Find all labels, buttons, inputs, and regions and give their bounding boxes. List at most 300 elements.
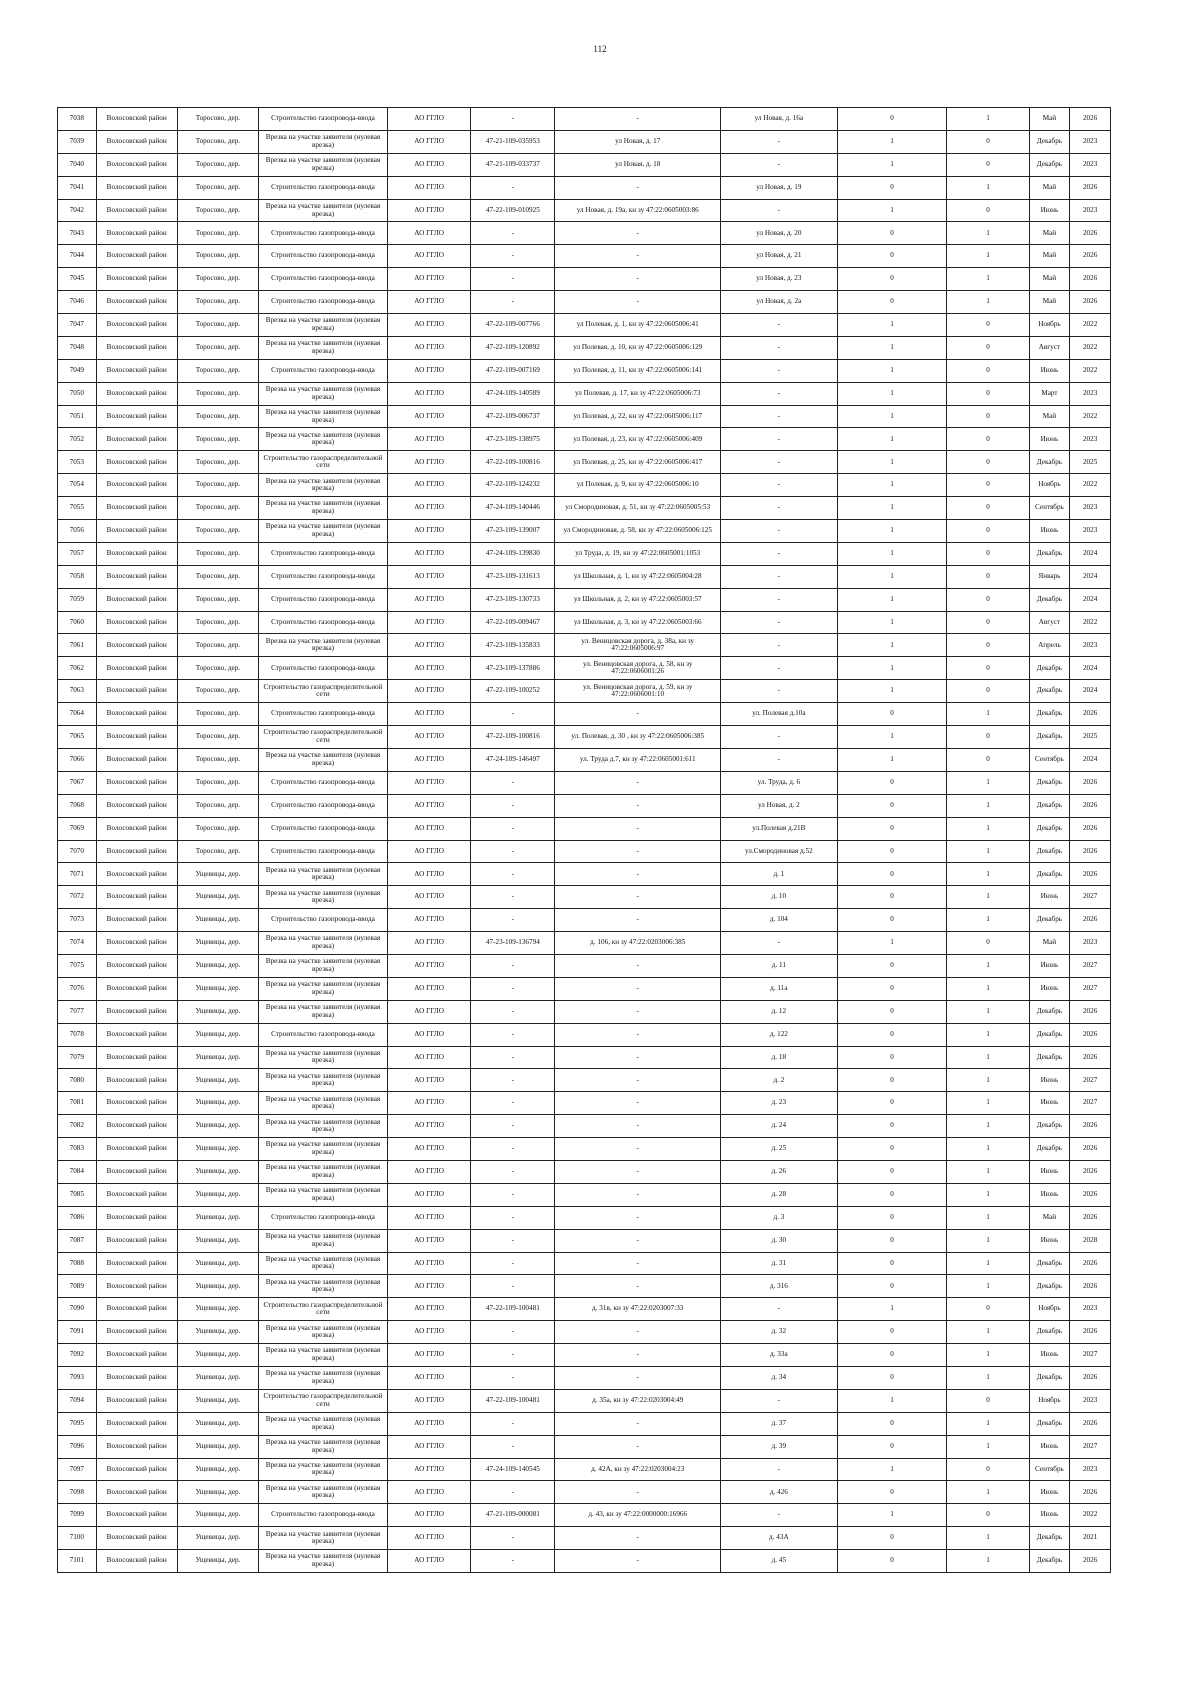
cell-month: Май <box>1029 405 1070 428</box>
cell-organization: АО ГГЛО <box>387 314 470 337</box>
table-row <box>58 817 1111 840</box>
cell-application-number: - <box>471 1321 555 1344</box>
cell-organization: АО ГГЛО <box>387 405 470 428</box>
cell-row-number: 7082 <box>58 1115 97 1138</box>
cell-work-type: Строительство газопровода-ввода <box>259 222 388 245</box>
cell-applicant-address: ул Полевая, д. 25, кн зу 47:22:0605006:417 <box>555 451 721 474</box>
cell-applicant-address: - <box>555 1252 721 1275</box>
cell-district: Волосовский район <box>96 359 177 382</box>
cell-organization: АО ГГЛО <box>387 542 470 565</box>
cell-count-applicant: 0 <box>837 1023 947 1046</box>
cell-district: Волосовский район <box>96 977 177 1000</box>
cell-year: 2026 <box>1070 1160 1111 1183</box>
cell-applicant-address: д. 35а, кн зу 47:22:0203004:49 <box>555 1389 721 1412</box>
cell-row-number: 7096 <box>58 1435 97 1458</box>
cell-month: Май <box>1029 268 1070 291</box>
cell-count-applicant: 0 <box>837 794 947 817</box>
cell-planned-address: д. 11а <box>720 977 837 1000</box>
cell-work-type: Строительство газопровода-ввода <box>259 703 388 726</box>
cell-district: Волосовский район <box>96 1550 177 1573</box>
cell-settlement: Ущевицы, дер. <box>177 1435 258 1458</box>
cell-applicant-address: ул Школьная, д. 1, кн зу 47:22:0605004:28 <box>555 565 721 588</box>
cell-application-number: 47-21-109-035953 <box>471 130 555 153</box>
cell-district: Волосовский район <box>96 863 177 886</box>
cell-count-applicant: 0 <box>837 1412 947 1435</box>
cell-planned-address: ул Новая, д. 2 <box>720 794 837 817</box>
cell-applicant-address: - <box>555 840 721 863</box>
cell-settlement: Торосово, дер. <box>177 817 258 840</box>
cell-year: 2025 <box>1070 726 1111 749</box>
cell-count-planned: 0 <box>947 199 1029 222</box>
cell-year: 2026 <box>1070 1046 1111 1069</box>
cell-count-planned: 1 <box>947 863 1029 886</box>
cell-organization: АО ГГЛО <box>387 520 470 543</box>
cell-planned-address: д. 11 <box>720 954 837 977</box>
cell-count-applicant: 0 <box>837 840 947 863</box>
cell-work-type: Врезка на участке заявителя (нулевая врезка) <box>259 1458 388 1481</box>
cell-year: 2026 <box>1070 268 1111 291</box>
cell-settlement: Торосово, дер. <box>177 771 258 794</box>
cell-settlement: Торосово, дер. <box>177 268 258 291</box>
table-row <box>58 314 1111 337</box>
cell-year: 2027 <box>1070 1344 1111 1367</box>
cell-district: Волосовский район <box>96 1092 177 1115</box>
cell-row-number: 7055 <box>58 497 97 520</box>
cell-count-applicant: 0 <box>837 222 947 245</box>
cell-year: 2027 <box>1070 1092 1111 1115</box>
table-row <box>58 1183 1111 1206</box>
cell-count-planned: 1 <box>947 794 1029 817</box>
cell-count-planned: 0 <box>947 497 1029 520</box>
table-row <box>58 1527 1111 1550</box>
cell-row-number: 7088 <box>58 1252 97 1275</box>
cell-count-planned: 1 <box>947 1023 1029 1046</box>
cell-organization: АО ГГЛО <box>387 726 470 749</box>
table-row <box>58 840 1111 863</box>
cell-planned-address: ул Новая, д. 19 <box>720 176 837 199</box>
cell-settlement: Торосово, дер. <box>177 657 258 680</box>
cell-count-applicant: 0 <box>837 108 947 131</box>
cell-row-number: 7087 <box>58 1229 97 1252</box>
cell-district: Волосовский район <box>96 1252 177 1275</box>
cell-year: 2028 <box>1070 1229 1111 1252</box>
cell-organization: АО ГГЛО <box>387 291 470 314</box>
cell-count-applicant: 1 <box>837 451 947 474</box>
cell-month: Сентябрь <box>1029 497 1070 520</box>
cell-row-number: 7086 <box>58 1206 97 1229</box>
cell-application-number: - <box>471 863 555 886</box>
cell-count-applicant: 0 <box>837 176 947 199</box>
cell-applicant-address: - <box>555 977 721 1000</box>
cell-organization: АО ГГЛО <box>387 1115 470 1138</box>
cell-planned-address: д. 316 <box>720 1275 837 1298</box>
cell-application-number: - <box>471 977 555 1000</box>
cell-work-type: Врезка на участке заявителя (нулевая врезка) <box>259 1435 388 1458</box>
table-body <box>58 108 1111 1573</box>
cell-settlement: Торосово, дер. <box>177 428 258 451</box>
cell-count-planned: 0 <box>947 382 1029 405</box>
cell-count-applicant: 0 <box>837 771 947 794</box>
cell-application-number: - <box>471 1092 555 1115</box>
cell-organization: АО ГГЛО <box>387 1481 470 1504</box>
cell-count-applicant: 1 <box>837 634 947 657</box>
cell-planned-address: ул Новая, д. 23 <box>720 268 837 291</box>
cell-application-number: - <box>471 1481 555 1504</box>
cell-applicant-address: - <box>555 268 721 291</box>
cell-count-applicant: 1 <box>837 611 947 634</box>
cell-planned-address: д. 34 <box>720 1366 837 1389</box>
cell-organization: АО ГГЛО <box>387 1435 470 1458</box>
cell-year: 2027 <box>1070 977 1111 1000</box>
table-row <box>58 886 1111 909</box>
cell-planned-address: д. 12 <box>720 1000 837 1023</box>
cell-work-type: Врезка на участке заявителя (нулевая врезка) <box>259 1229 388 1252</box>
cell-planned-address: д. 28 <box>720 1183 837 1206</box>
cell-row-number: 7090 <box>58 1298 97 1321</box>
cell-application-number: - <box>471 176 555 199</box>
cell-planned-address: - <box>720 1504 837 1527</box>
cell-count-planned: 0 <box>947 1458 1029 1481</box>
cell-district: Волосовский район <box>96 634 177 657</box>
cell-planned-address: д. 33а <box>720 1344 837 1367</box>
cell-planned-address: ул Новая, д. 20 <box>720 222 837 245</box>
cell-planned-address: - <box>720 1458 837 1481</box>
cell-year: 2027 <box>1070 1069 1111 1092</box>
table-row <box>58 657 1111 680</box>
cell-month: Декабрь <box>1029 1550 1070 1573</box>
page-number: 112 <box>593 44 607 54</box>
cell-work-type: Строительство газопровода-ввода <box>259 291 388 314</box>
cell-settlement: Ущевицы, дер. <box>177 863 258 886</box>
cell-organization: АО ГГЛО <box>387 1298 470 1321</box>
cell-month: Декабрь <box>1029 1046 1070 1069</box>
cell-work-type: Строительство газопровода-ввода <box>259 611 388 634</box>
cell-work-type: Врезка на участке заявителя (нулевая врезка) <box>259 1481 388 1504</box>
cell-year: 2027 <box>1070 886 1111 909</box>
cell-settlement: Ущевицы, дер. <box>177 1344 258 1367</box>
cell-work-type: Строительство газопровода-ввода <box>259 794 388 817</box>
cell-year: 2022 <box>1070 336 1111 359</box>
cell-work-type: Врезка на участке заявителя (нулевая врезка) <box>259 1321 388 1344</box>
cell-month: Июнь <box>1029 1504 1070 1527</box>
cell-work-type: Врезка на участке заявителя (нулевая врезка) <box>259 1275 388 1298</box>
cell-district: Волосовский район <box>96 794 177 817</box>
cell-year: 2026 <box>1070 817 1111 840</box>
cell-applicant-address: д. 31в, кн зу 47:22:0203007:33 <box>555 1298 721 1321</box>
cell-planned-address: - <box>720 497 837 520</box>
cell-district: Волосовский район <box>96 314 177 337</box>
cell-applicant-address: ул Труда, д. 19, кн зу 47:22:0605001:1053 <box>555 542 721 565</box>
table-row <box>58 1206 1111 1229</box>
cell-applicant-address: - <box>555 1000 721 1023</box>
cell-year: 2026 <box>1070 840 1111 863</box>
cell-district: Волосовский район <box>96 565 177 588</box>
cell-year: 2022 <box>1070 405 1111 428</box>
table-row <box>58 748 1111 771</box>
table-row <box>58 405 1111 428</box>
cell-organization: АО ГГЛО <box>387 634 470 657</box>
cell-count-applicant: 0 <box>837 1435 947 1458</box>
cell-planned-address: д. 2 <box>720 1069 837 1092</box>
cell-application-number: - <box>471 1206 555 1229</box>
cell-application-number: - <box>471 1183 555 1206</box>
cell-planned-address: ул Новая, д. 2а <box>720 291 837 314</box>
cell-district: Волосовский район <box>96 932 177 955</box>
cell-month: Май <box>1029 108 1070 131</box>
cell-row-number: 7092 <box>58 1344 97 1367</box>
table-row <box>58 1275 1111 1298</box>
cell-count-planned: 0 <box>947 611 1029 634</box>
cell-work-type: Врезка на участке заявителя (нулевая врезка) <box>259 886 388 909</box>
cell-count-planned: 0 <box>947 314 1029 337</box>
cell-planned-address: - <box>720 611 837 634</box>
cell-work-type: Строительство газораспределительной сети <box>259 1298 388 1321</box>
cell-count-planned: 0 <box>947 932 1029 955</box>
cell-application-number: 47-21-109-033737 <box>471 153 555 176</box>
cell-count-applicant: 0 <box>837 1115 947 1138</box>
cell-application-number: 47-23-109-135833 <box>471 634 555 657</box>
cell-settlement: Торосово, дер. <box>177 840 258 863</box>
table-row <box>58 1550 1111 1573</box>
cell-count-planned: 1 <box>947 291 1029 314</box>
table-row <box>58 291 1111 314</box>
cell-year: 2026 <box>1070 1252 1111 1275</box>
cell-settlement: Торосово, дер. <box>177 703 258 726</box>
cell-count-applicant: 1 <box>837 314 947 337</box>
cell-row-number: 7084 <box>58 1160 97 1183</box>
cell-count-applicant: 0 <box>837 954 947 977</box>
cell-year: 2026 <box>1070 771 1111 794</box>
table-row <box>58 1115 1111 1138</box>
cell-applicant-address: - <box>555 1481 721 1504</box>
cell-row-number: 7089 <box>58 1275 97 1298</box>
cell-count-applicant: 1 <box>837 1298 947 1321</box>
table-row <box>58 268 1111 291</box>
cell-work-type: Строительство газораспределительной сети <box>259 680 388 703</box>
cell-year: 2026 <box>1070 1183 1111 1206</box>
cell-planned-address: - <box>720 451 837 474</box>
cell-year: 2022 <box>1070 611 1111 634</box>
cell-row-number: 7053 <box>58 451 97 474</box>
cell-month: Декабрь <box>1029 840 1070 863</box>
cell-district: Волосовский район <box>96 680 177 703</box>
cell-applicant-address: ул. Труда д.7, кн зу 47:22:0605001:611 <box>555 748 721 771</box>
cell-count-planned: 1 <box>947 1160 1029 1183</box>
cell-applicant-address: ул Полевая, д. 23, кн зу 47:22:0605006:409 <box>555 428 721 451</box>
cell-work-type: Врезка на участке заявителя (нулевая врезка) <box>259 954 388 977</box>
cell-application-number: 47-23-109-138975 <box>471 428 555 451</box>
cell-row-number: 7059 <box>58 588 97 611</box>
table-row <box>58 1298 1111 1321</box>
cell-row-number: 7100 <box>58 1527 97 1550</box>
cell-organization: АО ГГЛО <box>387 703 470 726</box>
cell-row-number: 7046 <box>58 291 97 314</box>
cell-year: 2026 <box>1070 703 1111 726</box>
cell-organization: АО ГГЛО <box>387 1206 470 1229</box>
cell-application-number: - <box>471 771 555 794</box>
cell-organization: АО ГГЛО <box>387 680 470 703</box>
cell-organization: АО ГГЛО <box>387 222 470 245</box>
cell-settlement: Ущевицы, дер. <box>177 977 258 1000</box>
cell-applicant-address: - <box>555 1527 721 1550</box>
cell-applicant-address: ул Новая, д. 19а, кн зу 47:22:0605003:86 <box>555 199 721 222</box>
cell-month: Май <box>1029 1206 1070 1229</box>
table-row <box>58 1344 1111 1367</box>
cell-district: Волосовский район <box>96 405 177 428</box>
cell-month: Декабрь <box>1029 1138 1070 1161</box>
cell-applicant-address: д. 42А, кн зу 47:22:0203004:23 <box>555 1458 721 1481</box>
cell-organization: АО ГГЛО <box>387 1252 470 1275</box>
cell-organization: АО ГГЛО <box>387 611 470 634</box>
cell-application-number: 47-22-109-124232 <box>471 474 555 497</box>
cell-applicant-address: - <box>555 1023 721 1046</box>
cell-settlement: Ущевицы, дер. <box>177 1275 258 1298</box>
cell-year: 2027 <box>1070 954 1111 977</box>
cell-applicant-address: - <box>555 1550 721 1573</box>
cell-work-type: Строительство газопровода-ввода <box>259 840 388 863</box>
cell-district: Волосовский район <box>96 1366 177 1389</box>
cell-district: Волосовский район <box>96 108 177 131</box>
cell-work-type: Врезка на участке заявителя (нулевая врезка) <box>259 1115 388 1138</box>
cell-year: 2025 <box>1070 451 1111 474</box>
cell-year: 2026 <box>1070 863 1111 886</box>
cell-count-planned: 0 <box>947 680 1029 703</box>
cell-application-number: - <box>471 794 555 817</box>
cell-organization: АО ГГЛО <box>387 886 470 909</box>
cell-applicant-address: ул. Полевая, д. 30 , кн зу 47:22:0605006:385 <box>555 726 721 749</box>
cell-application-number: 47-24-109-146497 <box>471 748 555 771</box>
cell-count-planned: 0 <box>947 336 1029 359</box>
cell-application-number: - <box>471 1550 555 1573</box>
table-row <box>58 359 1111 382</box>
cell-count-planned: 1 <box>947 1550 1029 1573</box>
cell-organization: АО ГГЛО <box>387 840 470 863</box>
cell-work-type: Строительство газораспределительной сети <box>259 726 388 749</box>
cell-count-planned: 1 <box>947 1183 1029 1206</box>
cell-planned-address: д. 31 <box>720 1252 837 1275</box>
cell-application-number: - <box>471 1366 555 1389</box>
cell-month: Июнь <box>1029 1160 1070 1183</box>
cell-planned-address: д. 18 <box>720 1046 837 1069</box>
cell-count-planned: 1 <box>947 1344 1029 1367</box>
table-row <box>58 245 1111 268</box>
cell-month: Декабрь <box>1029 1115 1070 1138</box>
cell-applicant-address: ул Полевая, д. 11, кн зу 47:22:0605006:141 <box>555 359 721 382</box>
cell-applicant-address: ул. Веницовская дорога, д. 58, кн зу 47:22:0606001:26 <box>555 657 721 680</box>
cell-count-planned: 0 <box>947 748 1029 771</box>
cell-work-type: Врезка на участке заявителя (нулевая врезка) <box>259 199 388 222</box>
cell-row-number: 7049 <box>58 359 97 382</box>
cell-year: 2023 <box>1070 382 1111 405</box>
cell-month: Май <box>1029 222 1070 245</box>
cell-row-number: 7071 <box>58 863 97 886</box>
cell-district: Волосовский район <box>96 268 177 291</box>
cell-applicant-address: ул. Веницовская дорога, д. 59, кн зу 47:22:0606001:10 <box>555 680 721 703</box>
cell-count-planned: 1 <box>947 1092 1029 1115</box>
cell-planned-address: - <box>720 657 837 680</box>
cell-count-applicant: 0 <box>837 1206 947 1229</box>
cell-organization: АО ГГЛО <box>387 909 470 932</box>
cell-work-type: Врезка на участке заявителя (нулевая врезка) <box>259 520 388 543</box>
cell-organization: АО ГГЛО <box>387 565 470 588</box>
cell-row-number: 7038 <box>58 108 97 131</box>
cell-row-number: 7074 <box>58 932 97 955</box>
cell-count-planned: 1 <box>947 977 1029 1000</box>
cell-row-number: 7058 <box>58 565 97 588</box>
table-row <box>58 1366 1111 1389</box>
cell-settlement: Торосово, дер. <box>177 588 258 611</box>
cell-settlement: Торосово, дер. <box>177 611 258 634</box>
cell-applicant-address: ул Полевая, д. 10, кн зу 47:22:0605006:129 <box>555 336 721 359</box>
cell-count-applicant: 0 <box>837 703 947 726</box>
cell-settlement: Ущевицы, дер. <box>177 1206 258 1229</box>
cell-organization: АО ГГЛО <box>387 1092 470 1115</box>
cell-work-type: Строительство газопровода-ввода <box>259 245 388 268</box>
table-row <box>58 108 1111 131</box>
cell-year: 2026 <box>1070 222 1111 245</box>
cell-work-type: Строительство газораспределительной сети <box>259 451 388 474</box>
cell-district: Волосовский район <box>96 428 177 451</box>
cell-applicant-address: - <box>555 886 721 909</box>
cell-count-applicant: 0 <box>837 1344 947 1367</box>
cell-count-applicant: 0 <box>837 1252 947 1275</box>
cell-planned-address: д. 32 <box>720 1321 837 1344</box>
cell-row-number: 7094 <box>58 1389 97 1412</box>
cell-month: Декабрь <box>1029 1412 1070 1435</box>
cell-district: Волосовский район <box>96 130 177 153</box>
cell-organization: АО ГГЛО <box>387 1458 470 1481</box>
table-row <box>58 130 1111 153</box>
cell-row-number: 7040 <box>58 153 97 176</box>
cell-count-planned: 0 <box>947 405 1029 428</box>
cell-row-number: 7063 <box>58 680 97 703</box>
cell-organization: АО ГГЛО <box>387 1000 470 1023</box>
cell-organization: АО ГГЛО <box>387 268 470 291</box>
cell-count-applicant: 1 <box>837 336 947 359</box>
cell-row-number: 7076 <box>58 977 97 1000</box>
table-row <box>58 222 1111 245</box>
cell-row-number: 7056 <box>58 520 97 543</box>
cell-organization: АО ГГЛО <box>387 1412 470 1435</box>
cell-row-number: 7043 <box>58 222 97 245</box>
cell-month: Декабрь <box>1029 1321 1070 1344</box>
cell-count-applicant: 1 <box>837 497 947 520</box>
cell-applicant-address: - <box>555 291 721 314</box>
cell-organization: АО ГГЛО <box>387 794 470 817</box>
cell-application-number: 47-23-109-137886 <box>471 657 555 680</box>
cell-planned-address: д. 1 <box>720 863 837 886</box>
cell-planned-address: - <box>720 359 837 382</box>
cell-month: Июнь <box>1029 954 1070 977</box>
cell-applicant-address: - <box>555 108 721 131</box>
cell-count-applicant: 1 <box>837 680 947 703</box>
cell-count-applicant: 0 <box>837 1000 947 1023</box>
cell-applicant-address: - <box>555 176 721 199</box>
table-row <box>58 932 1111 955</box>
cell-planned-address: - <box>720 382 837 405</box>
table-row <box>58 1138 1111 1161</box>
cell-application-number: - <box>471 886 555 909</box>
cell-year: 2022 <box>1070 1504 1111 1527</box>
cell-application-number: 47-22-109-006737 <box>471 405 555 428</box>
cell-application-number: - <box>471 909 555 932</box>
cell-settlement: Ущевицы, дер. <box>177 1229 258 1252</box>
cell-planned-address: - <box>720 726 837 749</box>
cell-applicant-address: - <box>555 1069 721 1092</box>
cell-district: Волосовский район <box>96 1344 177 1367</box>
cell-application-number: - <box>471 954 555 977</box>
cell-applicant-address: - <box>555 245 721 268</box>
